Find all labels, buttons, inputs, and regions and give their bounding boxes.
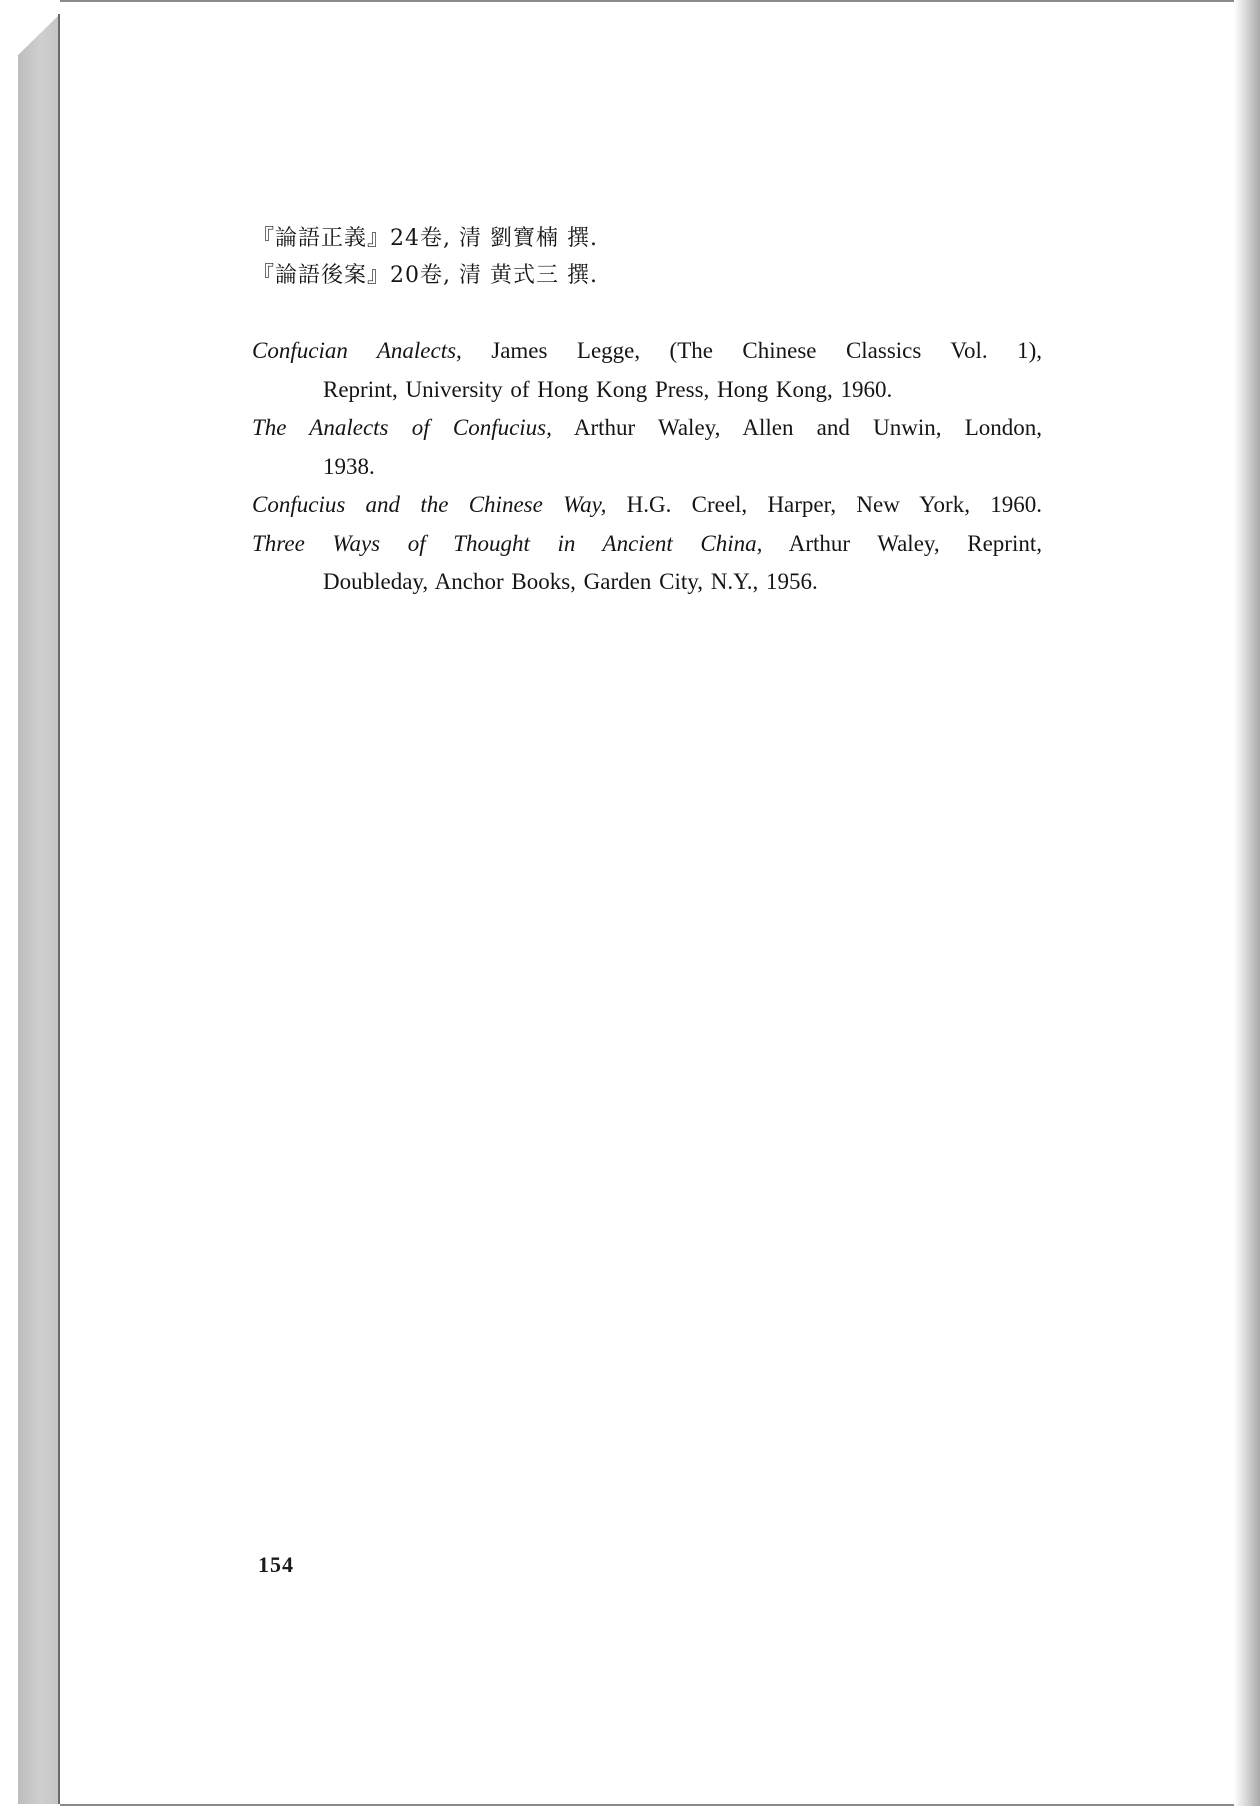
bibliography: [252, 220, 1042, 602]
reference-continuation: Reprint, University of Hong Kong Press, Hong Kong, 1960.: [323, 376, 893, 402]
cjk-reference: 『論語正義』24卷, 清 劉寶楠 撰.: [252, 226, 598, 251]
reference-title: The Analects of Confucius,: [252, 415, 552, 440]
en-reference: [252, 525, 1042, 564]
book-spine: [18, 14, 60, 1804]
en-reference: [252, 486, 1042, 525]
reference-details: H.G. Creel, Harper, New York, 1960.: [606, 492, 1042, 517]
section-gap: [252, 294, 1042, 332]
reference-title: Confucian Analects,: [252, 338, 462, 363]
cjk-reference: 『論語後案』20卷, 清 黄式三 撰.: [252, 263, 598, 288]
en-reference: [252, 409, 1042, 448]
reference-details: James Legge, (The Chinese Classics Vol. 1),: [461, 338, 1042, 363]
reference-details: Arthur Waley, Reprint,: [762, 530, 1042, 556]
reference-details: Arthur Waley, Allen and Unwin, London,: [551, 415, 1043, 440]
page-number: 154: [258, 1552, 294, 1577]
reference-continuation: 1938.: [323, 453, 375, 479]
page-right-shadow: [1234, 0, 1260, 1806]
en-reference: [252, 332, 1042, 371]
reference-continuation: Doubleday, Anchor Books, Garden City, N.Y., 1956.: [323, 569, 818, 594]
reference-title: Three Ways of Thought in Ancient China,: [252, 530, 763, 556]
reference-title: Confucius and the Chinese Way,: [252, 492, 607, 517]
